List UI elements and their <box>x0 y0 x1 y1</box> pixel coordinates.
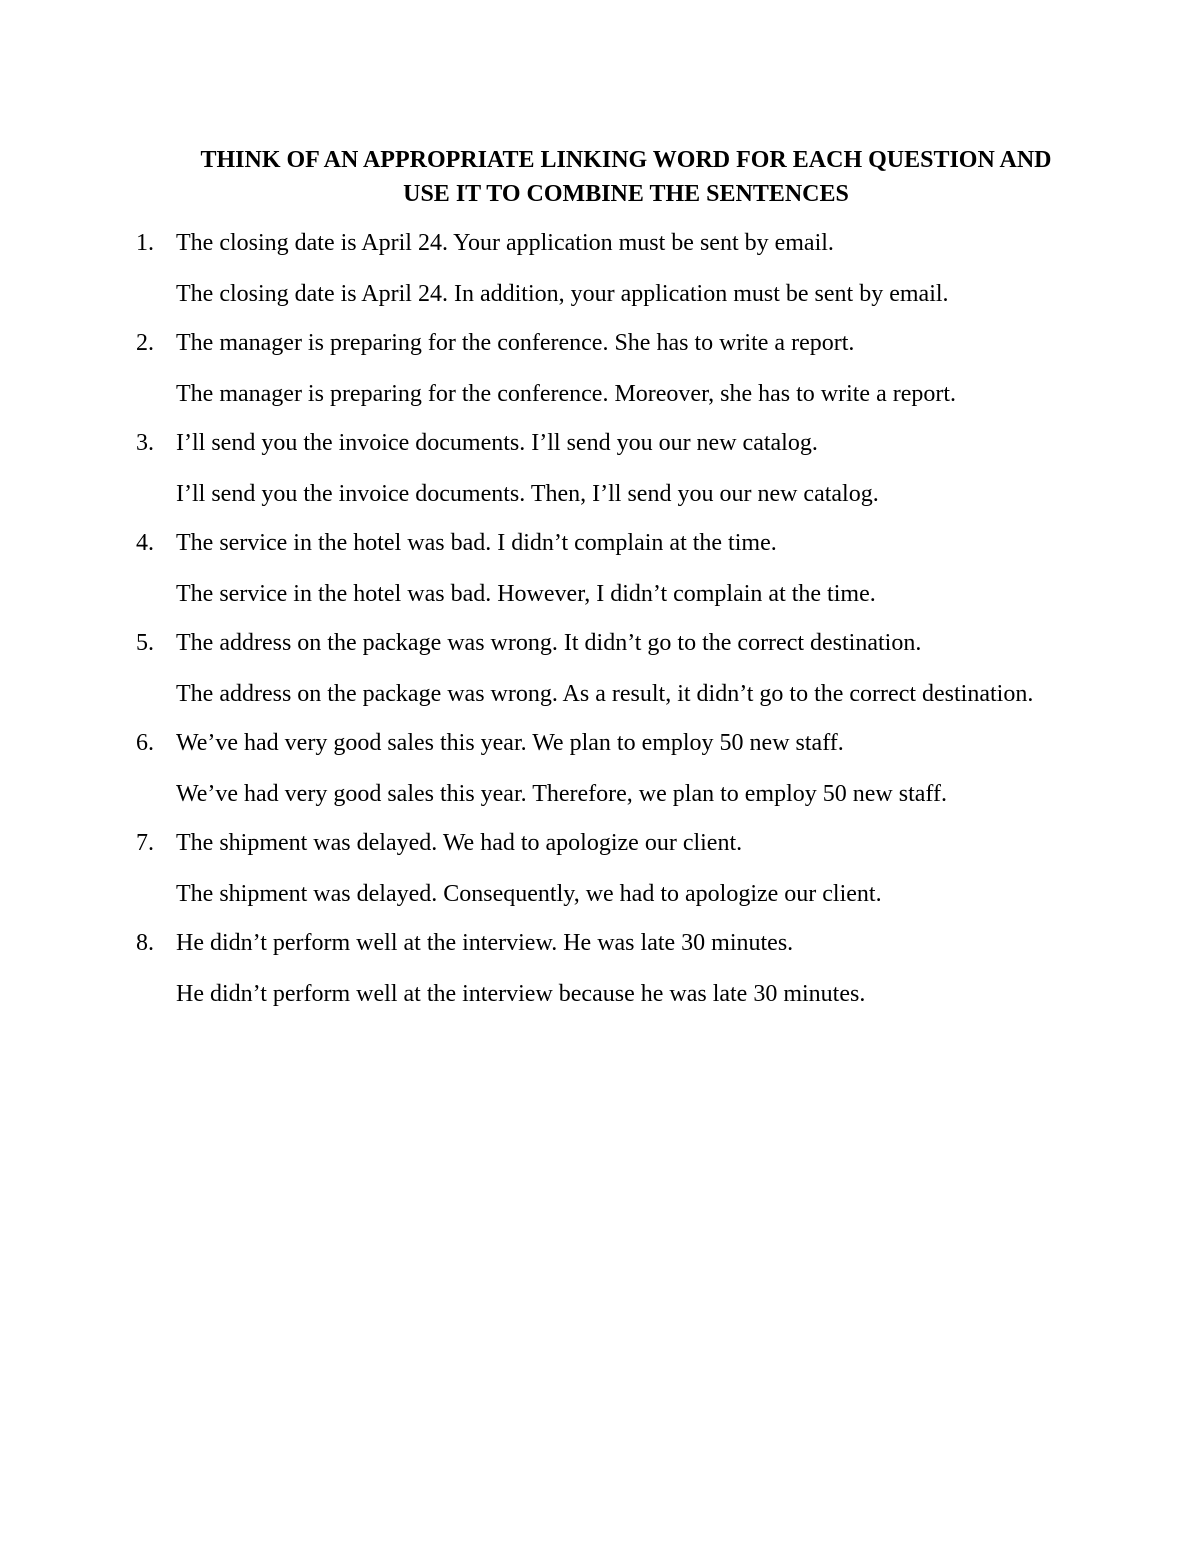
question-list <box>136 228 1066 1010</box>
question-answer: The service in the hotel was bad. However, I didn’t complain at the time. <box>176 581 876 607</box>
question-item-5 <box>136 628 1066 710</box>
question-answer: The closing date is April 24. In addition, your application must be sent by email. <box>176 281 949 307</box>
question-item-7 <box>136 828 1066 910</box>
question-item-3 <box>136 428 1066 510</box>
question-number: 7. <box>136 830 154 856</box>
question-number: 1. <box>136 230 154 256</box>
question-prompt: The closing date is April 24. Your application must be sent by email. <box>176 230 834 256</box>
question-answer: The shipment was delayed. Consequently, we had to apologize our client. <box>176 881 882 907</box>
question-number: 2. <box>136 330 154 356</box>
title-line-1: THINK OF AN APPROPRIATE LINKING WORD FOR EACH QUESTION AND <box>200 147 1052 173</box>
question-item-2 <box>136 328 1066 410</box>
title-line-2: USE IT TO COMBINE THE SENTENCES <box>403 181 849 207</box>
question-number: 8. <box>136 930 154 956</box>
question-number: 6. <box>136 730 154 756</box>
question-prompt: The shipment was delayed. We had to apologize our client. <box>176 830 743 856</box>
question-answer: He didn’t perform well at the interview because he was late 30 minutes. <box>176 981 866 1007</box>
question-prompt: He didn’t perform well at the interview. He was late 30 minutes. <box>176 930 794 956</box>
question-prompt: The service in the hotel was bad. I didn’t complain at the time. <box>176 530 777 556</box>
question-prompt: The manager is preparing for the conference. She has to write a report. <box>176 330 855 356</box>
question-answer: The address on the package was wrong. As a result, it didn’t go to the correct destination. <box>176 681 1034 707</box>
question-item-4 <box>136 528 1066 610</box>
page-title <box>100 143 1152 211</box>
question-item-8 <box>136 928 1066 1010</box>
question-item-6 <box>136 728 1066 810</box>
question-number: 4. <box>136 530 154 556</box>
question-number: 5. <box>136 630 154 656</box>
question-answer: We’ve had very good sales this year. Therefore, we plan to employ 50 new staff. <box>176 781 947 807</box>
question-number: 3. <box>136 430 154 456</box>
question-answer: The manager is preparing for the conference. Moreover, she has to write a report. <box>176 381 957 407</box>
question-item-1 <box>136 228 1066 310</box>
question-prompt: We’ve had very good sales this year. We plan to employ 50 new staff. <box>176 730 844 756</box>
question-answer: I’ll send you the invoice documents. Then, I’ll send you our new catalog. <box>176 481 879 507</box>
question-prompt: The address on the package was wrong. It didn’t go to the correct destination. <box>176 630 922 656</box>
question-prompt: I’ll send you the invoice documents. I’ll send you our new catalog. <box>176 430 818 456</box>
